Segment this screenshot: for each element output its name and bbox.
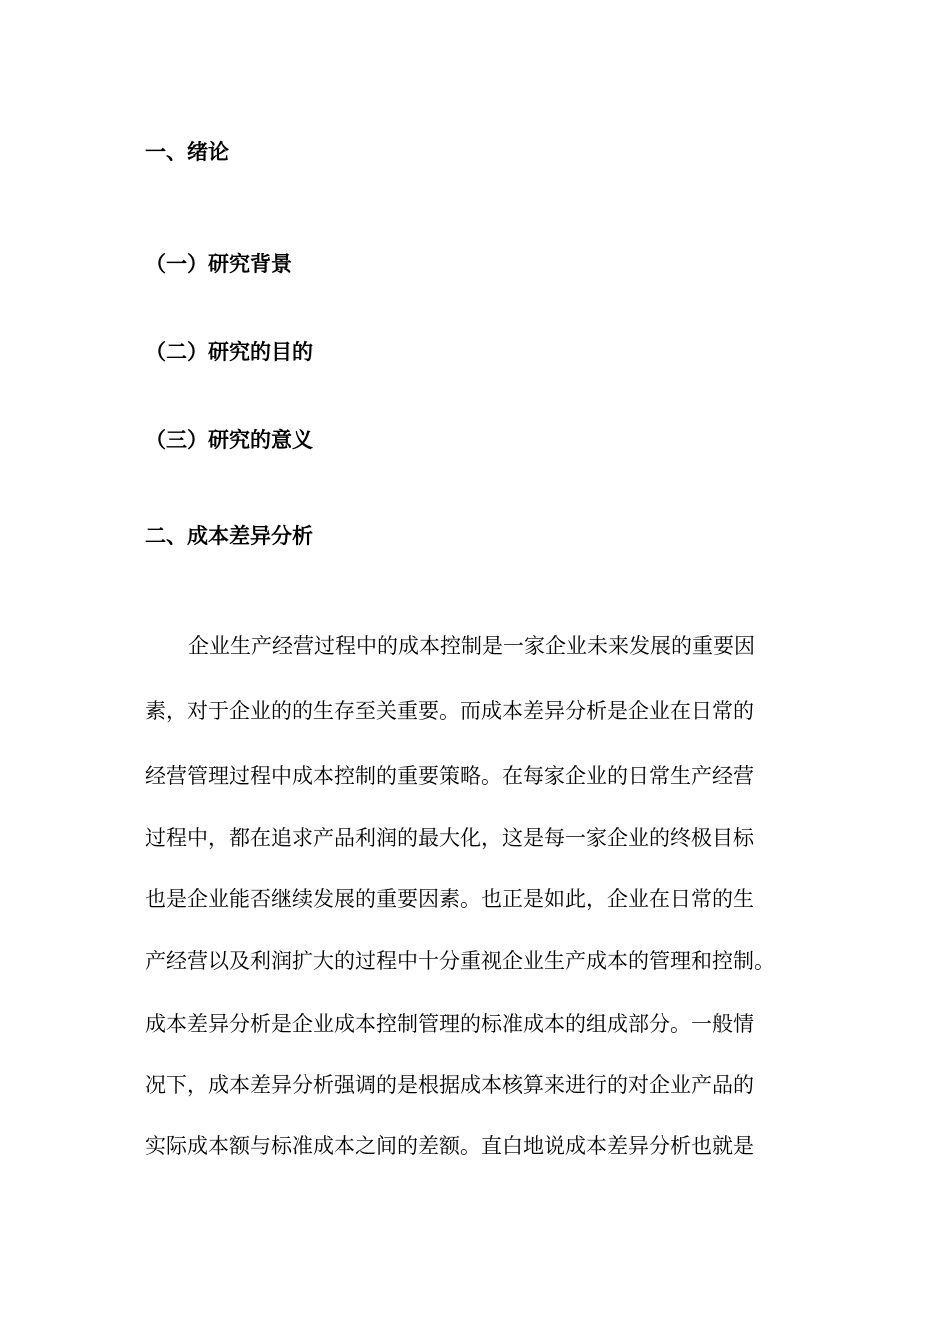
paragraph-line: 也是企业能否继续发展的重要因素。也正是如此，企业在日常的生: [145, 887, 754, 911]
subsection-heading-purpose: （二）研究的目的: [145, 340, 313, 364]
paragraph-line: 实际成本额与标准成本之间的差额。直白地说成本差异分析也就是: [145, 1134, 754, 1158]
section-heading-cost-variance: 二、成本差异分析: [145, 524, 313, 548]
subsection-heading-significance: （三）研究的意义: [145, 428, 313, 452]
subsection-heading-background: （一）研究背景: [145, 252, 292, 276]
paragraph-line: 经营管理过程中成本控制的重要策略。在每家企业的日常生产经营: [145, 764, 754, 788]
section-heading-introduction: 一、绪论: [145, 140, 229, 164]
paragraph-line: 过程中，都在追求产品利润的最大化，这是每一家企业的终极目标: [145, 826, 754, 850]
paragraph-line: 素，对于企业的的生存至关重要。而成本差异分析是企业在日常的: [145, 699, 754, 723]
paragraph-line: 产经营以及利润扩大的过程中十分重视企业生产成本的管理和控制。: [145, 949, 775, 973]
paragraph-line: 况下，成本差异分析强调的是根据成本核算来进行的对企业产品的: [145, 1073, 754, 1097]
paragraph-line: 企业生产经营过程中的成本控制是一家企业未来发展的重要因: [188, 634, 755, 658]
paragraph-line: 成本差异分析是企业成本控制管理的标准成本的组成部分。一般情: [145, 1012, 754, 1036]
